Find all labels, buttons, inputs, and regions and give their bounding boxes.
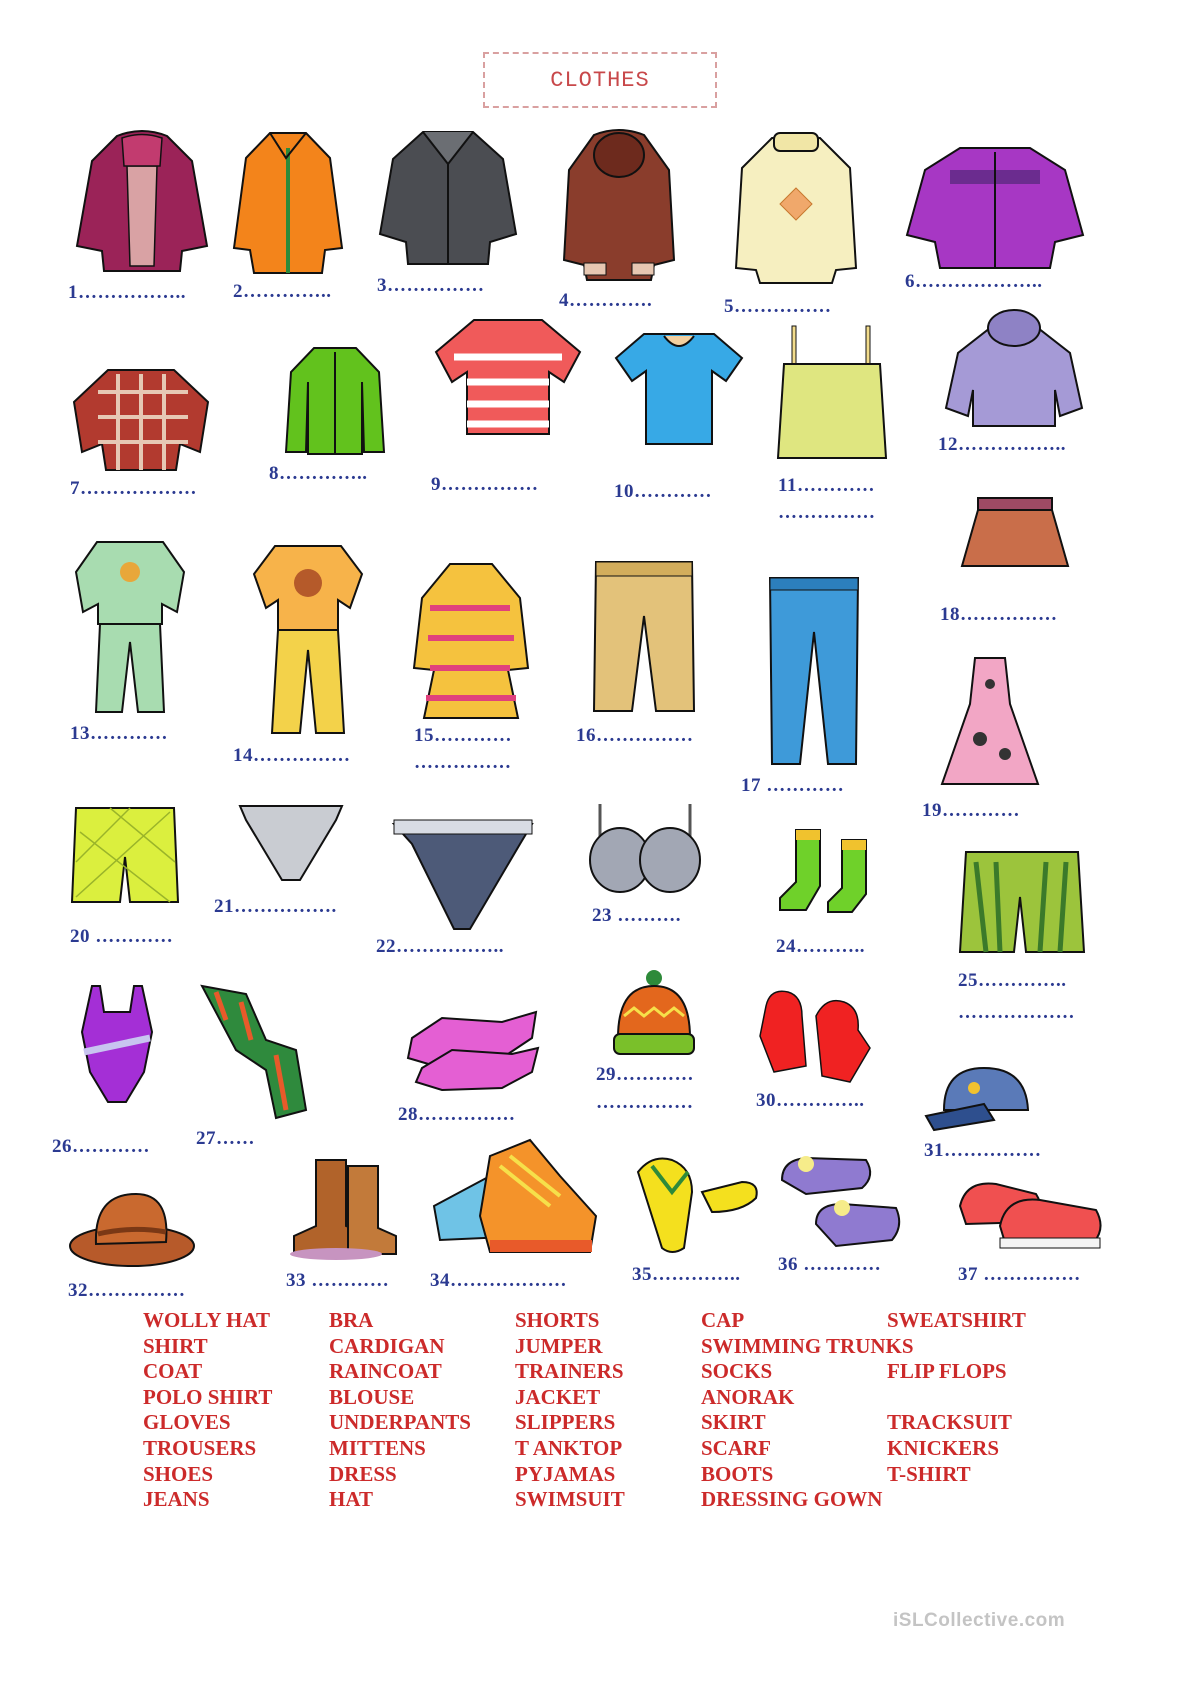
label-31: 31…………… xyxy=(924,1140,1042,1161)
polo-shirt-image xyxy=(434,312,582,438)
label-37: 37 …………… xyxy=(958,1264,1081,1285)
word-bank-item: SWEATSHIRT xyxy=(887,1308,1026,1332)
word-bank-item: SHIRT xyxy=(143,1333,208,1358)
hat-image xyxy=(66,1186,198,1272)
label-24: 24……….. xyxy=(776,936,865,957)
swimming-trunks-image xyxy=(390,814,536,934)
label-18: 18…………… xyxy=(940,604,1058,625)
scarf-image xyxy=(196,980,320,1122)
tank-top-image xyxy=(774,324,890,462)
label-1: 1…………….. xyxy=(68,282,186,303)
shorts-image xyxy=(70,802,180,908)
label-10: 10………… xyxy=(614,481,712,502)
word-bank-item: HAT xyxy=(329,1487,373,1512)
word-bank-item: JUMPER xyxy=(515,1333,603,1358)
slippers-image xyxy=(776,1150,904,1252)
word-bank-item: BRA xyxy=(329,1308,374,1332)
label-27: 27…… xyxy=(196,1128,255,1149)
t-shirt-image xyxy=(614,326,744,448)
label-14: 14…………… xyxy=(233,745,351,766)
label-22: 22…………….. xyxy=(376,936,504,957)
anorak-image xyxy=(72,126,212,276)
raincoat-image xyxy=(230,128,346,278)
word-bank-item: SKIRT xyxy=(701,1410,766,1435)
underpants-image xyxy=(236,800,346,884)
cardigan-image xyxy=(905,140,1085,272)
label-29a: 29………… xyxy=(596,1064,694,1085)
word-bank-item: CAP xyxy=(701,1308,745,1332)
label-2: 2………….. xyxy=(233,281,332,302)
word-bank-item: SLIPPERS xyxy=(515,1410,616,1435)
skirt-image xyxy=(960,494,1070,572)
label-34: 34……………… xyxy=(430,1270,567,1291)
page-title: CLOTHES xyxy=(550,67,650,93)
word-bank-item: JEANS xyxy=(143,1487,210,1512)
cap-image xyxy=(924,1060,1034,1132)
swimsuit-image xyxy=(74,982,160,1106)
label-25a: 25………….. xyxy=(958,970,1067,991)
label-30: 30………….. xyxy=(756,1090,865,1111)
word-bank-item: BOOTS xyxy=(701,1461,774,1486)
gloves-image xyxy=(402,998,540,1092)
label-21: 21……………. xyxy=(214,896,337,917)
flip-flops-image xyxy=(632,1152,762,1260)
label-12: 12…………….. xyxy=(938,434,1066,455)
label-11a: 11………… xyxy=(778,475,875,496)
word-bank-item: PYJAMAS xyxy=(515,1461,616,1486)
word-bank-item: SCARF xyxy=(701,1435,772,1460)
label-20: 20 ………… xyxy=(70,926,174,947)
word-bank-item: BLOUSE xyxy=(329,1384,415,1409)
label-5: 5…………… xyxy=(724,296,832,317)
word-bank-item: FLIP FLOPS xyxy=(887,1359,1007,1384)
jumper-image xyxy=(732,128,860,288)
footer-watermark: iSLCollective.com xyxy=(893,1610,1066,1631)
mittens-image xyxy=(756,986,874,1086)
word-bank-item: GLOVES xyxy=(143,1410,231,1435)
label-28: 28…………… xyxy=(398,1104,516,1125)
word-bank-item: UNDERPANTS xyxy=(329,1410,471,1435)
word-bank-item: JACKET xyxy=(515,1384,601,1409)
trousers-image xyxy=(590,556,698,716)
shirt-image xyxy=(68,362,214,474)
label-8: 8………….. xyxy=(269,463,368,484)
word-bank-item: POLO SHIRT xyxy=(143,1384,273,1409)
label-33: 33 ………… xyxy=(286,1270,390,1291)
label-6: 6……………….. xyxy=(905,271,1043,292)
word-bank-item: SOCKS xyxy=(701,1359,773,1384)
word-bank-item: KNICKERS xyxy=(887,1435,1000,1460)
wolly-hat-image xyxy=(610,968,698,1058)
green-shirt-image xyxy=(284,342,386,458)
word-bank-column-2 xyxy=(329,1308,471,1513)
word-bank-item: SHORTS xyxy=(515,1308,600,1332)
label-25b: ……………… xyxy=(958,1002,1075,1023)
word-bank-item: WOLLY HAT xyxy=(143,1308,271,1332)
label-26: 26………… xyxy=(52,1136,150,1157)
label-4: 4…………. xyxy=(559,290,653,311)
jeans-image xyxy=(764,572,864,768)
tracksuit-image xyxy=(72,532,188,718)
word-bank-item: RAINCOAT xyxy=(329,1359,442,1384)
word-bank-column-5 xyxy=(887,1308,1026,1513)
title-box xyxy=(483,52,717,108)
word-bank-column-1 xyxy=(143,1308,272,1513)
label-9: 9…………… xyxy=(431,474,539,495)
label-15a: 15………… xyxy=(414,725,512,746)
word-bank-item: SWIMMING TRUNKS xyxy=(701,1333,914,1358)
trainers-image xyxy=(430,1136,600,1260)
label-13: 13………… xyxy=(70,723,168,744)
word-bank-item: T-SHIRT xyxy=(887,1461,971,1486)
label-16: 16…………… xyxy=(576,725,694,746)
shorts-striped-image xyxy=(956,842,1088,958)
bra-image xyxy=(580,800,710,900)
label-32: 32…………… xyxy=(68,1280,186,1301)
leather-jacket-image xyxy=(378,124,518,270)
label-11b: …………… xyxy=(778,502,876,523)
word-bank-item xyxy=(887,1385,1026,1411)
label-29b: …………… xyxy=(596,1092,694,1113)
word-bank-item: DRESSING GOWN xyxy=(701,1487,883,1512)
label-15b: …………… xyxy=(414,752,512,773)
socks-image xyxy=(776,826,886,916)
shoes-image xyxy=(956,1166,1108,1252)
word-bank-item xyxy=(887,1487,1026,1513)
label-23: 23 ………. xyxy=(592,905,681,926)
word-bank-item: TRAINERS xyxy=(515,1359,624,1384)
dressing-gown-image xyxy=(410,558,532,724)
word-bank-item: SWIMSUIT xyxy=(515,1487,625,1512)
word-bank-item: T ANKTOP xyxy=(515,1435,623,1460)
word-bank-item: COAT xyxy=(143,1359,203,1384)
label-35: 35………….. xyxy=(632,1264,741,1285)
word-bank-column-3 xyxy=(515,1308,625,1513)
word-bank-column-4 xyxy=(701,1308,914,1513)
label-36: 36 ………… xyxy=(778,1254,882,1275)
coat-image xyxy=(559,125,679,285)
label-19: 19………… xyxy=(922,800,1020,821)
label-3: 3…………… xyxy=(377,275,485,296)
label-17: 17 ………… xyxy=(741,775,845,796)
word-bank-item: DRESS xyxy=(329,1461,397,1486)
word-bank-item: TRACKSUIT xyxy=(887,1410,1012,1435)
word-bank-item: MITTENS xyxy=(329,1435,426,1460)
word-bank-item xyxy=(887,1334,1026,1360)
label-7: 7……………… xyxy=(70,478,197,499)
word-bank-item: ANORAK xyxy=(701,1384,795,1409)
boots-image xyxy=(286,1156,400,1260)
word-bank-item: TROUSERS xyxy=(143,1435,257,1460)
word-bank-item: SHOES xyxy=(143,1461,214,1486)
sweatshirt-image xyxy=(940,308,1088,430)
dress-image xyxy=(940,654,1040,790)
pyjamas-image xyxy=(250,538,366,738)
word-bank-item: CARDIGAN xyxy=(329,1333,445,1358)
